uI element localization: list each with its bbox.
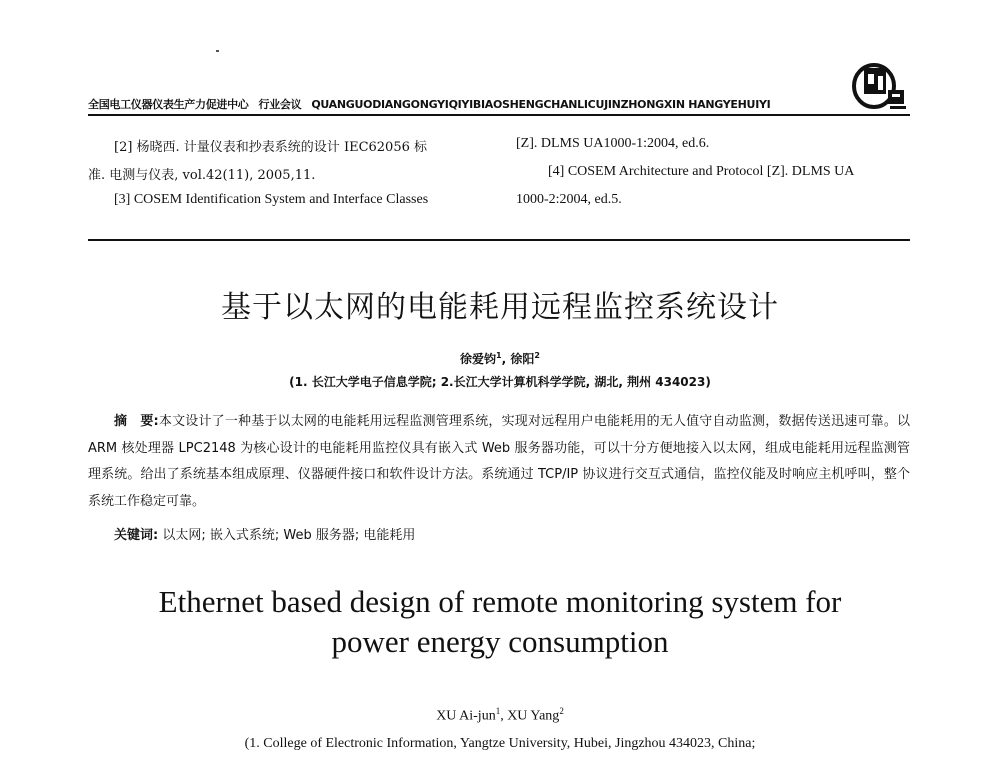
ref-3-line-1: [3] COSEM Identification System and Interface Classes [114, 192, 429, 207]
chinese-affiliation: (1. 长江大学电子信息学院; 2.长江大学计算机科学学院, 湖北, 荆州 434023) [289, 375, 711, 389]
header-section: 行业会议 [258, 98, 302, 111]
running-header [88, 96, 780, 112]
header-org: 全国电工仪器仪表生产力促进中心 [88, 98, 249, 111]
abstract-text: 本文设计了一种基于以太网的电能耗用远程监测管理系统，实现对远程用户电能耗用的无人值守自动监测，数据传送迅速可靠。以 ARM 核处理器 LPC2148 为核心设计的电能耗用监控仪具有嵌入式 Web 服务器功能，可以十分方便地接入以太网，组成电能耗用远程监测管理系统。给出了系统基本组成原理、仪器硬件接口和软件设计方法。系统通过 TCP/IP 协议进行交互式通信，监控仪能及时响应主机呼叫，整个系统工作稳定可靠。 [88, 414, 910, 509]
publisher-logo-icon [850, 62, 908, 112]
chinese-title: 基于以太网的电能耗用远程监控系统设计 [221, 290, 779, 325]
scan-speck [216, 50, 219, 52]
en-author-2-sup: 2 [559, 706, 564, 716]
references-rule [88, 239, 910, 241]
header-rule [88, 114, 910, 116]
ref-2-line-1: [2] 杨晓西. 计量仪表和抄表系统的设计 IEC62056 标 [114, 140, 428, 155]
header-pinyin: QUANGUODIANGONGYIQIYIBIAOSHENGCHANLICUJINZHONGXIN HANGYEHUIYI [311, 98, 771, 111]
english-authors [0, 706, 1000, 725]
en-author-1-sup: 1 [495, 706, 501, 716]
chinese-keywords [114, 524, 415, 543]
english-title-line-1: Ethernet based design of remote monitoring system for [158, 584, 842, 619]
chinese-authors [0, 350, 1000, 367]
cn-author-2: 徐阳 [510, 352, 535, 366]
abstract-label: 摘 要: [114, 414, 159, 429]
chinese-abstract [88, 409, 910, 515]
cn-author-1-sup: 1 [496, 351, 502, 360]
en-author-1: XU Ai-jun [436, 708, 496, 724]
cn-author-1: 徐爱钧 [460, 352, 497, 366]
keywords-text: 以太网; 嵌入式系统; Web 服务器; 电能耗用 [162, 528, 416, 543]
english-affiliation: (1. College of Electronic Information, Yangtze University, Hubei, Jingzhou 434023, China; [244, 736, 756, 751]
keywords-label: 关键词: [114, 528, 159, 543]
ref-4-line-2: 1000-2:2004, ed.5. [516, 192, 622, 207]
en-author-2: XU Yang [507, 708, 560, 724]
cn-author-2-sup: 2 [534, 351, 540, 360]
cn-author-separator: , [501, 352, 511, 366]
ref-2-line-2: 准. 电测与仪表, vol.42(11), 2005,11. [88, 168, 316, 183]
ref-4-line-1: [4] COSEM Architecture and Protocol [Z]. DLMS UA [548, 164, 855, 179]
en-author-separator: , [500, 708, 508, 724]
english-title-line-2: power energy consumption [331, 624, 669, 659]
ref-3-line-2: [Z]. DLMS UA1000-1:2004, ed.6. [516, 136, 710, 151]
english-title [0, 582, 1000, 662]
